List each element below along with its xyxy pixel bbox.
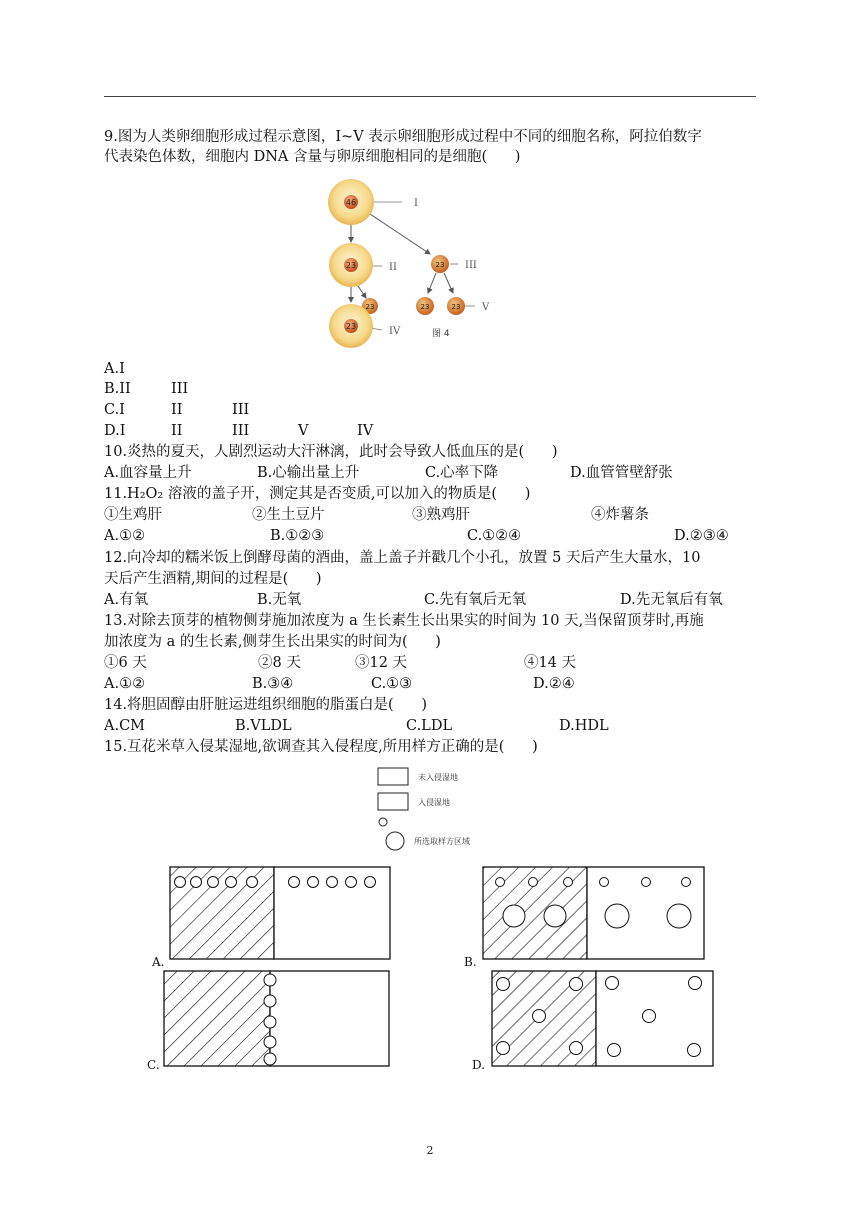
cell-V-right-count: 23	[451, 303, 461, 311]
panel-d	[472, 971, 713, 1072]
q10-stem: 10.炎热的夏天，人剧烈运动大汗淋漓，此时会导致人低血压的是( )	[104, 444, 558, 460]
figure-caption: 图 4	[432, 329, 450, 339]
q9-stem-line1: 9.图为人类卵细胞形成过程示意图，I~V 表示卵细胞形成过程中不同的细胞名称，阿拉伯数字	[104, 129, 702, 145]
q12-stem-line2: 天后产生酒精,期间的过程是( )	[104, 571, 322, 587]
sampling-legend	[370, 764, 530, 864]
panel-a	[151, 867, 390, 969]
legend-uninvaded-swatch	[378, 768, 408, 785]
q13-stem-line1: 13.对除去顶芽的植物侧芽施加浓度为 a 生长素生长出果实的时间为 10 天,当保留顶芽时,再施	[104, 613, 704, 629]
cell-I-count: 46	[345, 198, 357, 207]
label-II: II	[389, 262, 397, 273]
panel-d-label: D.	[472, 1058, 486, 1072]
page-number: 2	[426, 1144, 434, 1157]
oocyte-formation-figure	[310, 178, 520, 358]
label-I: I	[414, 198, 418, 209]
legend-small-circle	[379, 818, 387, 826]
polar-body-count: 23	[365, 303, 375, 311]
q15-stem: 15.互花米草入侵某湿地,欲调查其入侵程度,所用样方正确的是( )	[104, 739, 538, 755]
cell-IV-count: 23	[345, 322, 357, 331]
q12-stem-line1: 12.向冷却的糯米饭上倒酵母菌的酒曲，盖上盖子并戳几个小孔，放置 5 天后产生大量水，10	[104, 550, 701, 566]
panel-a-label: A.	[152, 955, 165, 969]
q11-stem: 11.H₂O₂ 溶液的盖子开，测定其是否变质,可以加入的物质是( )	[104, 486, 531, 502]
legend-invaded-swatch	[378, 793, 408, 810]
legend-sample-label: 所选取样方区域	[414, 837, 470, 846]
panel-b	[464, 867, 704, 969]
q13-stem-line2: 加浓度为 a 的生长素,侧芽生长出果实的时间为( )	[104, 634, 441, 650]
q14-stem: 14.将胆固醇由肝脏运进组织细胞的脂蛋白是( )	[104, 697, 428, 713]
q9-stem-line2: 代表染色体数，细胞内 DNA 含量与卵原细胞相同的是细胞( )	[104, 149, 521, 165]
cell-V-left-count: 23	[420, 303, 430, 311]
panel-b-label: B.	[464, 955, 477, 969]
cell-III-count: 23	[435, 261, 445, 269]
legend-uninvaded-label: 未入侵湿地	[418, 773, 458, 782]
label-V: V	[482, 302, 490, 313]
header-rule	[104, 96, 756, 97]
cell-II-count: 23	[345, 261, 357, 270]
panel-c-label: C.	[147, 1058, 160, 1072]
panel-c	[147, 971, 389, 1072]
label-IV: IV	[389, 326, 401, 337]
legend-invaded-label: 入侵湿地	[418, 798, 450, 807]
sampling-diagrams	[147, 862, 740, 1077]
legend-sample-circle	[386, 832, 404, 850]
label-III: III	[465, 260, 477, 271]
